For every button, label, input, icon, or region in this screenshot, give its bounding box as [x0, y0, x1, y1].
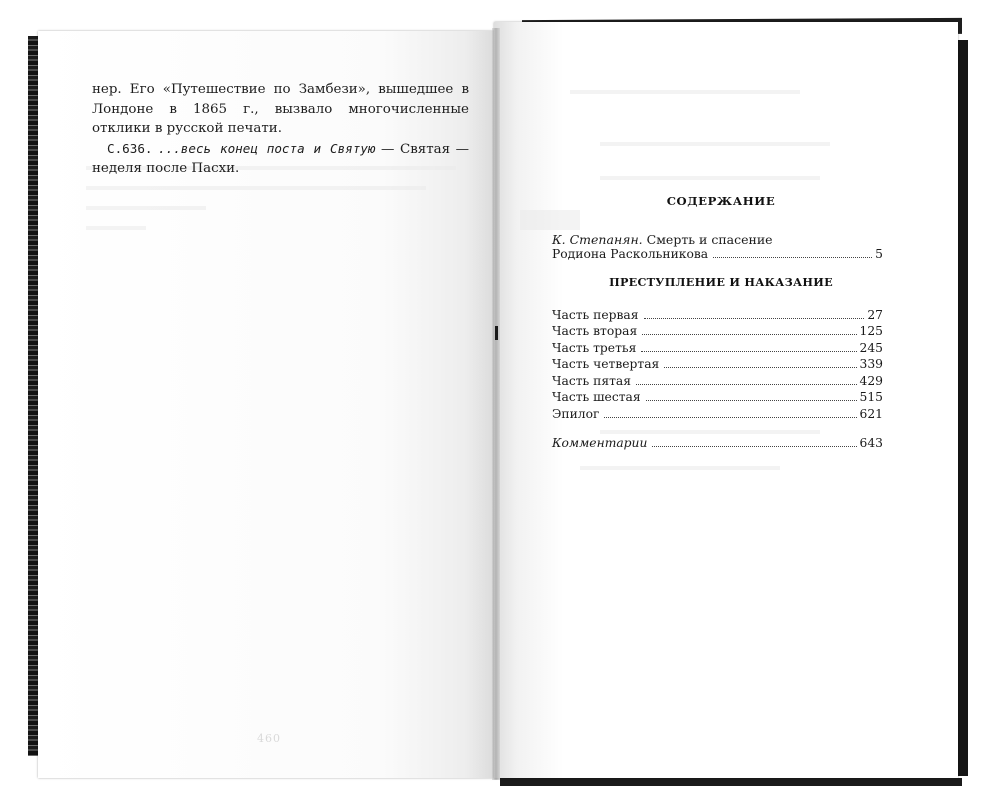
toc-entry: [552, 406, 883, 422]
toc-page-number: 27: [867, 308, 883, 322]
toc-page-number: 621: [859, 407, 883, 421]
note-paragraph: нер. Его «Путешествие по Замбези», вышедшее в Лондоне в 1865 г., вызвало многочисленные отклики в русской печати.: [92, 82, 469, 136]
leader-dots: [664, 366, 856, 368]
toc-title: СОДЕРЖАНИЕ: [666, 194, 776, 208]
toc-page-number: 515: [859, 390, 883, 404]
toc-page-number: 429: [859, 374, 883, 388]
toc-entry: [552, 389, 883, 405]
toc-entry: [552, 373, 883, 389]
leader-dots: [644, 317, 865, 319]
page-number: 460: [257, 732, 281, 745]
note-paragraph-2: [92, 139, 469, 179]
leader-dots: [604, 416, 856, 418]
toc-section-title: ПРЕСТУПЛЕНИЕ И НАКАЗАНИЕ: [609, 275, 833, 289]
toc-entry-label: Часть вторая: [552, 324, 638, 338]
leader-dots: [652, 445, 856, 447]
toc-entry-label: Эпилог: [552, 407, 600, 421]
leader-dots: [641, 350, 856, 352]
leader-dots: [713, 256, 872, 258]
toc-intro-title: Смерть и спасение: [646, 232, 773, 247]
toc-page-number: 643: [859, 436, 883, 450]
toc-entry-label: Часть шестая: [552, 390, 641, 404]
toc-page-number: 5: [875, 247, 883, 261]
notes-text: [92, 80, 469, 179]
toc-page-number: 339: [859, 357, 883, 371]
book-gutter: [492, 28, 500, 780]
toc-intro-title-cont: Родиона Раскольникова: [552, 247, 709, 261]
toc-intro-author: К. Степанян.: [552, 232, 643, 247]
toc-intro-line: [552, 232, 773, 247]
toc-entry-label: Часть пятая: [552, 374, 631, 388]
note-reference: С.636.: [107, 140, 153, 156]
toc-intro-row: [552, 246, 883, 262]
note-explanation: — Святая — неделя после Пасхи.: [92, 141, 469, 176]
binding-thread: [495, 326, 498, 340]
toc-entry-label: Часть третья: [552, 341, 637, 355]
toc-entry-label: Часть первая: [552, 308, 639, 322]
toc-page-number: 245: [859, 341, 883, 355]
toc-entry: [552, 340, 883, 356]
toc-entry: [552, 356, 883, 372]
toc-entry: [552, 323, 883, 339]
leader-dots: [646, 399, 857, 401]
toc-entry-label: Комментарии: [552, 436, 648, 450]
toc-entry: [552, 307, 883, 323]
leader-dots: [636, 383, 857, 385]
toc-entry-label: Часть четвертая: [552, 357, 660, 371]
toc-commentary-entry: [552, 435, 883, 451]
leader-dots: [642, 333, 856, 335]
toc-page-number: 125: [859, 324, 883, 338]
book-cover-bottom-edge: [500, 778, 962, 786]
note-quote: ...весь конец поста и Святую: [158, 140, 376, 156]
